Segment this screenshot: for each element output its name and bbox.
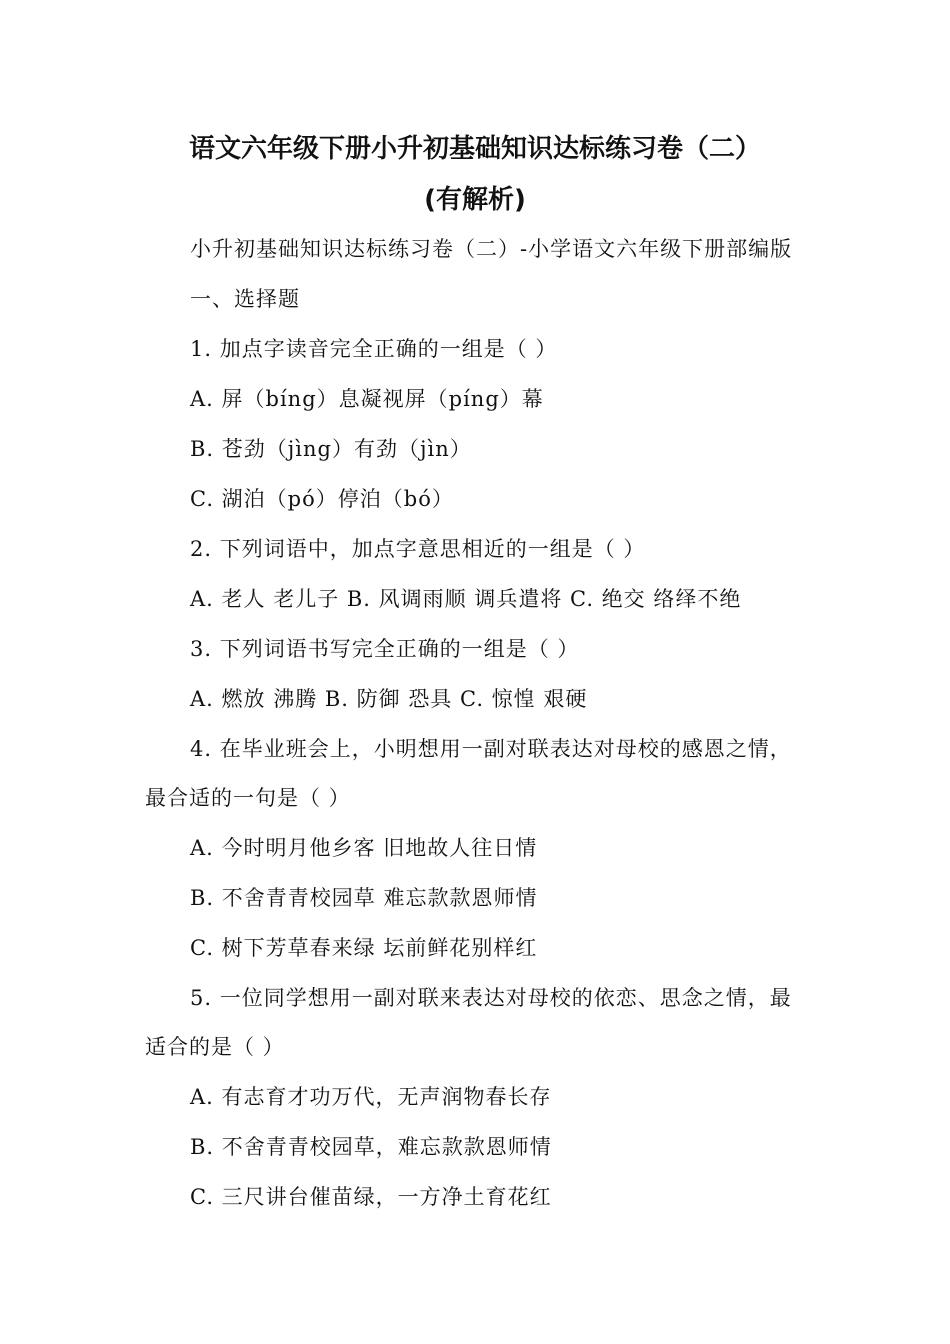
question-4: 4. 在毕业班会上，小明想用一副对联表达对母校的感恩之情， — [190, 737, 792, 761]
section-heading: 一、选择题 — [190, 287, 300, 311]
question-1-option-b: B. 苍劲（jìng）有劲（jìn） — [190, 437, 472, 461]
document-subtitle: (有解析) — [424, 185, 526, 215]
question-1-option-c: C. 湖泊（pó）停泊（bó） — [190, 487, 454, 511]
question-5-continued: 适合的是（ ） — [145, 1035, 285, 1059]
document-source-line: 小升初基础知识达标练习卷（二）-小学语文六年级下册部编版 — [190, 237, 793, 261]
question-3-options: A. 燃放 沸腾 B. 防御 恐具 C. 惊惶 艰硬 — [190, 687, 588, 711]
question-4-option-b: B. 不舍青青校园草 难忘款款恩师情 — [190, 886, 538, 910]
question-5: 5. 一位同学想用一副对联来表达对母校的依恋、思念之情，最 — [190, 986, 792, 1010]
question-3: 3. 下列词语书写完全正确的一组是（ ） — [190, 637, 580, 661]
document-title: 语文六年级下册小升初基础知识达标练习卷（二） — [188, 134, 761, 164]
question-5-option-c: C. 三尺讲台催苗绿，一方净土育花红 — [190, 1185, 552, 1209]
question-1-option-a: A. 屏（bíng）息凝视屏（píng）幕 — [190, 387, 544, 411]
question-4-option-c: C. 树下芳草春来绿 坛前鲜花别样红 — [190, 936, 538, 960]
question-4-option-a: A. 今时明月他乡客 旧地故人往日情 — [190, 836, 538, 860]
question-2: 2. 下列词语中，加点字意思相近的一组是（ ） — [190, 537, 646, 561]
question-2-options: A. 老人 老儿子 B. 风调雨顺 调兵遣将 C. 绝交 络绎不绝 — [190, 587, 742, 611]
question-5-option-a: A. 有志育才功万代，无声润物春长存 — [190, 1085, 552, 1109]
question-5-option-b: B. 不舍青青校园草，难忘款款恩师情 — [190, 1135, 552, 1159]
question-1: 1. 加点字读音完全正确的一组是（ ） — [190, 337, 558, 361]
question-4-continued: 最合适的一句是（ ） — [145, 786, 351, 810]
